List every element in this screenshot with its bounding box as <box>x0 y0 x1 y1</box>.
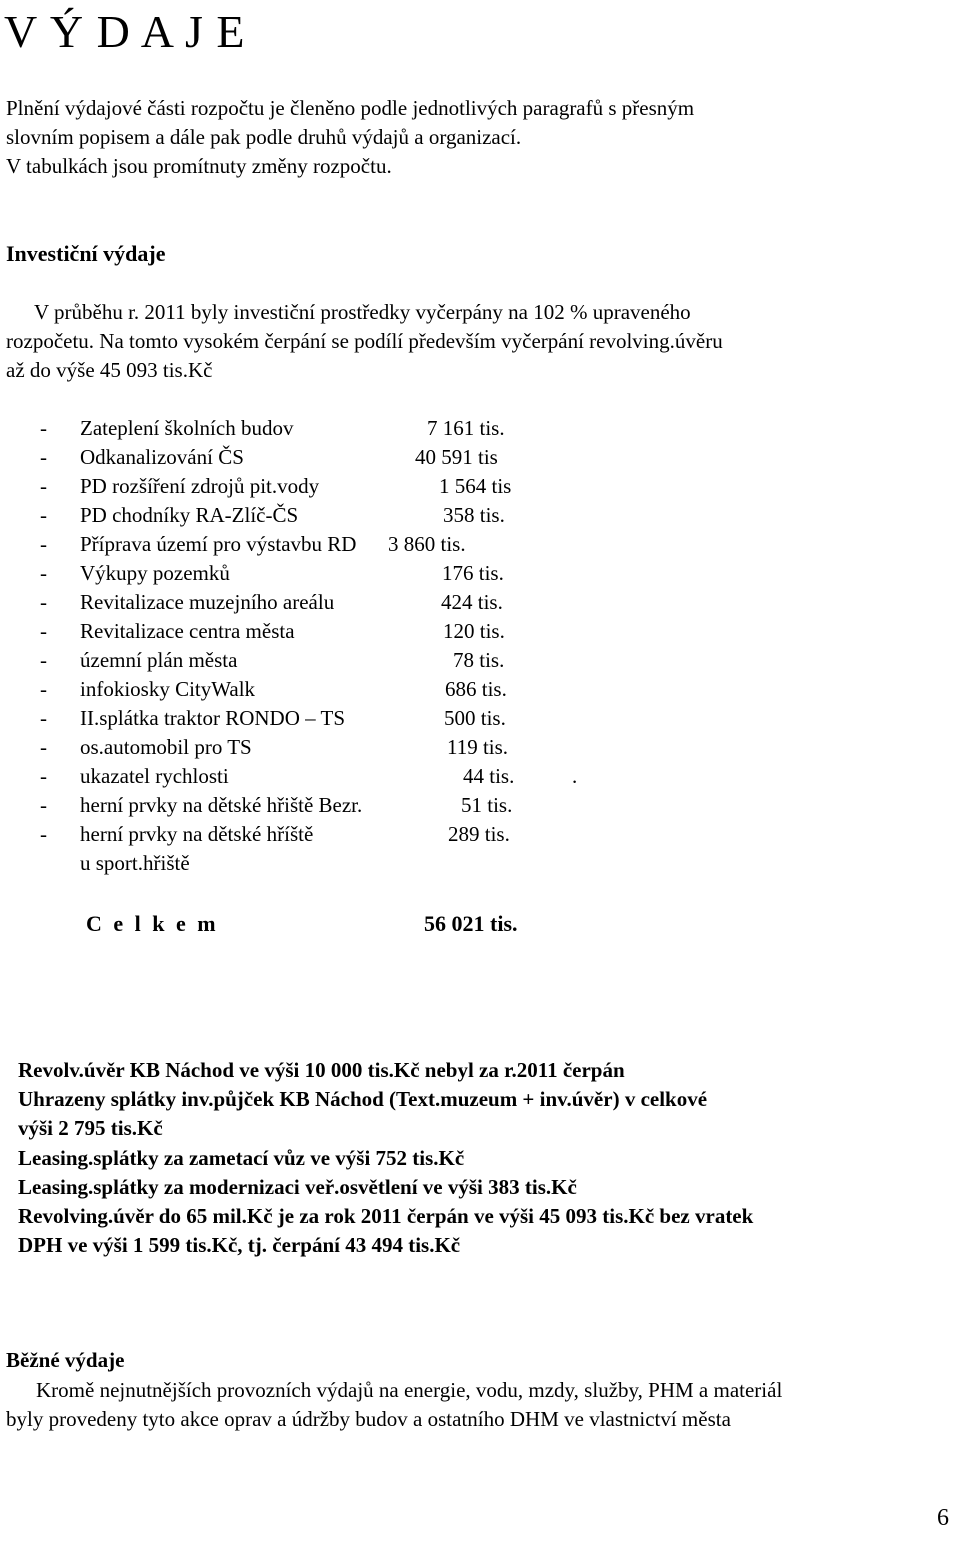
list-item <box>40 590 560 619</box>
item-bullet: - <box>40 474 47 498</box>
item-amount: 119 tis. <box>447 735 509 759</box>
item-amount: 289 tis. <box>448 822 510 846</box>
investment-heading: Investiční výdaje <box>6 241 166 266</box>
item-label: II.splátka traktor RONDO – TS <box>80 706 345 730</box>
intro-line: slovním popisem a dále pak podle druhů výdajů a organizací. <box>6 125 522 149</box>
item-amount: 424 tis. <box>441 590 503 614</box>
item-bullet: - <box>40 503 47 527</box>
item-amount: 7 161 tis. <box>427 416 505 440</box>
note-line: Uhrazeny splátky inv.půjček KB Náchod (Text.muzeum + inv.úvěr) v celkové <box>18 1087 708 1112</box>
list-item <box>40 532 560 561</box>
current-expenses-paragraph <box>6 1376 782 1434</box>
note-line: DPH ve výši 1 599 tis.Kč, tj. čerpání 43 494 tis.Kč <box>18 1233 461 1258</box>
item-amount: 500 tis. <box>444 706 506 730</box>
item-label: infokiosky CityWalk <box>80 677 256 701</box>
item-amount: 3 860 tis. <box>388 532 466 556</box>
intro-line: V tabulkách jsou promítnuty změny rozpočtu. <box>6 154 392 178</box>
item-amount: 358 tis. <box>443 503 505 527</box>
current-expenses-heading: Běžné výdaje <box>6 1348 125 1372</box>
item-bullet: - <box>40 619 47 643</box>
item-amount: 78 tis. <box>453 648 505 672</box>
current-expenses-line: byly provedeny tyto akce oprav a údržby budov a ostatního DHM ve vlastnictví města <box>6 1407 731 1431</box>
list-item <box>40 445 560 474</box>
item-bullet: - <box>40 822 47 846</box>
item-bullet: - <box>40 648 47 672</box>
item-label: územní plán města <box>80 648 238 672</box>
intro-line: Plnění výdajové části rozpočtu je členěno podle jednotlivých paragrafů s přesným <box>6 96 695 120</box>
note-line: Revolv.úvěr KB Náchod ve výši 10 000 tis.Kč nebyl za r.2011 čerpán <box>18 1058 625 1082</box>
item-bullet: - <box>40 445 47 469</box>
list-item <box>40 764 578 793</box>
item-label: u sport.hřiště <box>80 851 190 875</box>
item-amount: 120 tis. <box>443 619 505 643</box>
list-item <box>40 793 560 822</box>
item-label: Odkanalizování ČS <box>80 445 244 469</box>
list-item <box>40 416 560 445</box>
note-line: Leasing.splátky za zametací vůz ve výši 752 tis.Kč <box>18 1145 465 1170</box>
item-label: Revitalizace muzejního areálu <box>80 590 335 614</box>
item-bullet: - <box>40 677 47 701</box>
list-item <box>40 561 560 590</box>
page-number: 6 <box>937 1505 949 1531</box>
item-label: PD rozšíření zdrojů pit.vody <box>80 474 320 498</box>
notes-block <box>18 1056 753 1260</box>
investment-line: až do výše 45 093 tis.Kč <box>6 358 213 382</box>
list-item <box>40 619 560 648</box>
item-label: herní prvky na dětské hřiště Bezr. <box>80 793 363 817</box>
list-item <box>40 735 560 764</box>
page-title: V Ý D A J E <box>4 6 246 57</box>
item-label: ukazatel rychlosti <box>80 764 229 788</box>
list-item <box>40 851 560 880</box>
list-item <box>40 474 560 503</box>
list-item <box>40 648 560 677</box>
investment-line: rozpočetu. Na tomto vysokém čerpání se podílí především vyčerpání revolving.úvěru <box>6 329 723 353</box>
note-line: Leasing.splátky za modernizaci veř.osvětlení ve výši 383 tis.Kč <box>18 1174 577 1199</box>
item-amount: 40 591 tis <box>415 445 498 469</box>
item-label: Výkupy pozemků <box>80 561 230 585</box>
note-line: Revolving.úvěr do 65 mil.Kč je za rok 2011 čerpán ve výši 45 093 tis.Kč bez vratek <box>18 1204 754 1229</box>
list-item <box>40 706 560 735</box>
item-label: herní prvky na dětské hříště <box>80 822 314 846</box>
item-amount: 686 tis. <box>445 677 507 701</box>
item-amount: 1 564 tis <box>439 474 512 498</box>
list-item <box>40 677 560 706</box>
item-bullet: - <box>40 793 47 817</box>
item-bullet: - <box>40 706 47 730</box>
list-item <box>40 822 560 851</box>
intro-paragraph <box>6 94 694 181</box>
item-extra-mark: . <box>572 764 578 788</box>
total-label: C e l k e m <box>86 911 219 936</box>
item-bullet: - <box>40 764 47 788</box>
investment-paragraph <box>6 298 723 385</box>
item-label: os.automobil pro TS <box>80 735 252 759</box>
note-line: výši 2 795 tis.Kč <box>18 1116 163 1141</box>
item-amount: 44 tis. <box>463 764 515 788</box>
item-bullet: - <box>40 561 47 585</box>
item-amount: 176 tis. <box>442 561 504 585</box>
total-value: 56 021 tis. <box>424 911 518 936</box>
item-label: Zateplení školních budov <box>80 416 294 440</box>
list-item <box>40 503 560 532</box>
item-label: Revitalizace centra města <box>80 619 295 643</box>
item-bullet: - <box>40 416 47 440</box>
investment-line: V průběhu r. 2011 byly investiční prostředky vyčerpány na 102 % upraveného <box>34 300 691 324</box>
item-bullet: - <box>40 590 47 614</box>
item-amount: 51 tis. <box>461 793 513 817</box>
item-bullet: - <box>40 735 47 759</box>
item-label: PD chodníky RA-Zlíč-ČS <box>80 503 299 527</box>
current-expenses-line: Kromě nejnutnějších provozních výdajů na energie, vodu, mzdy, služby, PHM a materiál <box>36 1378 783 1402</box>
item-label: Příprava území pro výstavbu RD <box>80 532 357 556</box>
item-bullet: - <box>40 532 47 556</box>
